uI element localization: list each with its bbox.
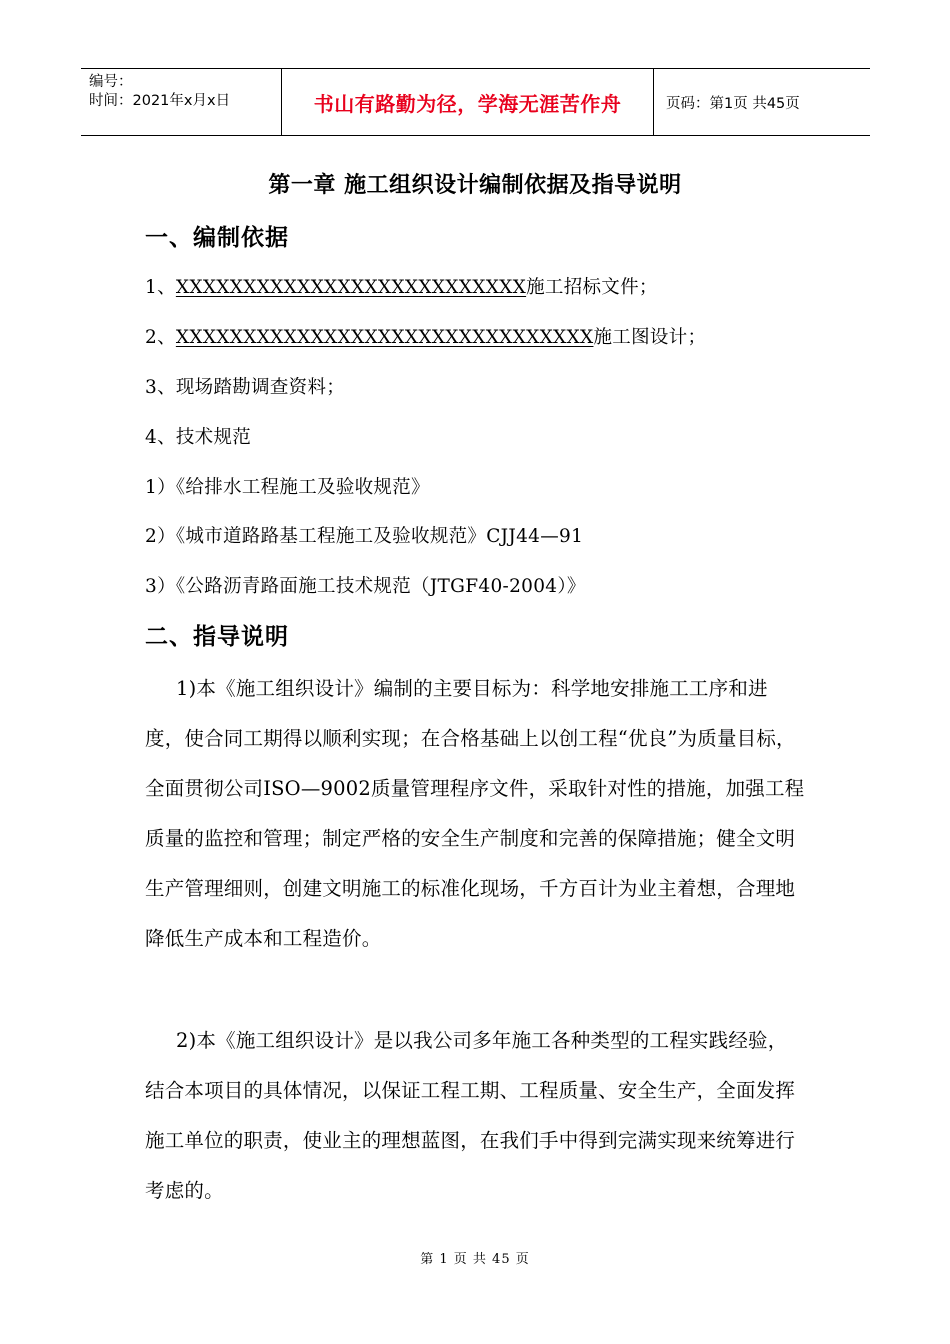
header-number-label: 编号：: [89, 74, 133, 90]
basis-item-1: [145, 273, 658, 299]
page-header: [81, 68, 870, 136]
spec-item-2: 2）《城市道路路基工程施工及验收规范》CJJ44—91: [145, 526, 584, 547]
basis-item-suffix: 施工图设计；: [593, 327, 707, 348]
basis-item-underlined: XXXXXXXXXXXXXXXXXXXXXXXXXXXXXXX: [175, 327, 594, 348]
basis-item-3: 3、现场踏勘调查资料；: [145, 377, 346, 398]
guidance-paragraph-1: 1)本《施工组织设计》编制的主要目标为：科学地安排施工工序和进度，使合同工期得以顺利实现；在合格基础上以创工程“优良”为质量目标，全面贯彻公司ISO—9002质量管理程序文件，采取针对性的措施，加强工程质量的监控和管理；制定严格的安全生产制度和完善的保障措施；健全文明生产管理细则，创建文明施工的标准化现场，千方百计为业主着想，合理地降低生产成本和工程造价。: [145, 677, 805, 950]
page-footer: 第 1 页 共 45 页: [420, 1252, 530, 1267]
guidance-paragraph-2: 2)本《施工组织设计》是以我公司多年施工各种类型的工程实践经验，结合本项目的具体情况，以保证工程工期、工程质量、安全生产，全面发挥施工单位的职责，使业主的理想蓝图，在我们手中得到完满实现来统筹进行考虑的。: [145, 1029, 796, 1202]
chapter-title: 第一章 施工组织设计编制依据及指导说明: [268, 173, 682, 198]
basis-item-prefix: 2、: [145, 327, 176, 348]
spec-item-1: 1）《给排水工程施工及验收规范》: [145, 477, 430, 498]
header-page-info: 页码：第1页 共45页: [666, 95, 800, 112]
basis-item-2: [145, 323, 706, 349]
section-heading-guidance: 二、指导说明: [145, 624, 289, 650]
basis-item-prefix: 1、: [145, 277, 176, 298]
section-heading-basis: 一、编制依据: [145, 225, 289, 251]
basis-item-4: 4、技术规范: [145, 427, 252, 448]
header-meta-cell: [81, 69, 282, 135]
basis-item-suffix: 施工招标文件；: [526, 277, 658, 298]
header-motto: 书山有路勤为径，学海无涯苦作舟: [282, 69, 654, 135]
header-date-label: 时间：2021年x月x日: [89, 93, 231, 109]
basis-item-underlined: XXXXXXXXXXXXXXXXXXXXXXXXXX: [175, 277, 527, 298]
spec-item-3: 3）《公路沥青路面施工技术规范（JTGF40-2004）》: [145, 576, 586, 597]
